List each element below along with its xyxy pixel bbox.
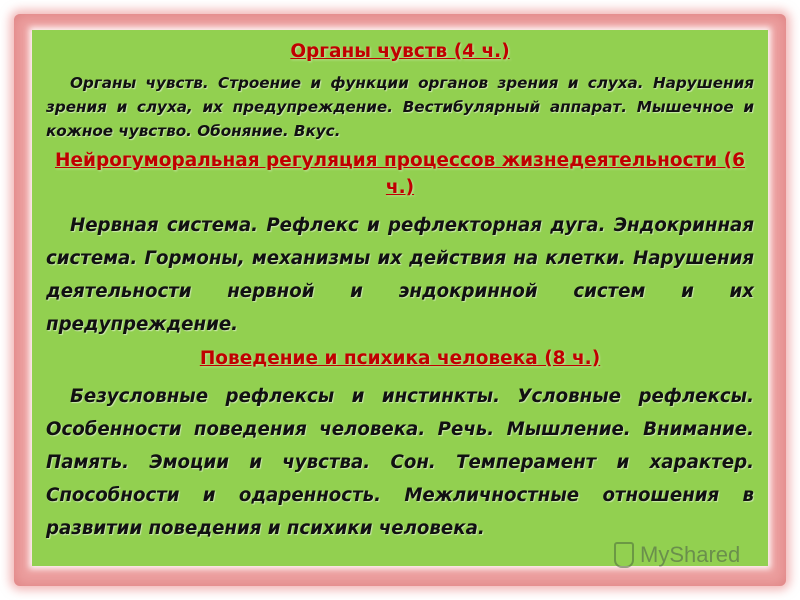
section-heading-behavior-psyche: Поведение и психика человека (8 ч.) [199, 348, 601, 369]
section-body-sense-organs: Органы чувств. Строение и функции органов зрения и слуха. Нарушения зрения и слуха, их предупреждение. Вестибулярный аппарат. Мышечное и кожное чувство. Обоняние. Вкус. [46, 74, 754, 140]
section-body-neurohumoral-regulation: Нервная система. Рефлекс и рефлекторная дуга. Эндокринная система. Гормоны, механизмы их действия на клетки. Нарушения деятельности нервной и эндокринной систем и их предупреждение. [46, 215, 754, 335]
watermark-text: MyShared [640, 542, 741, 567]
watermark [614, 542, 740, 568]
section-body-behavior-psyche: Безусловные рефлексы и инстинкты. Условные рефлексы. Особенности поведения человека. Речь. Мышление. Внимание. Память. Эмоции и чувства. Сон. Темперамент и характер. Способности и одаренность. Межличностные отношения в развитии поведения и психики человека. [46, 386, 754, 539]
watermark-logo-icon [614, 542, 634, 568]
section-heading-sense-organs: Органы чувств (4 ч.) [290, 41, 510, 62]
section-heading-neurohumoral-regulation: Нейрогуморальная регуляция процессов жизнедеятельности (6 ч.) [54, 150, 746, 198]
content-panel [32, 30, 768, 566]
